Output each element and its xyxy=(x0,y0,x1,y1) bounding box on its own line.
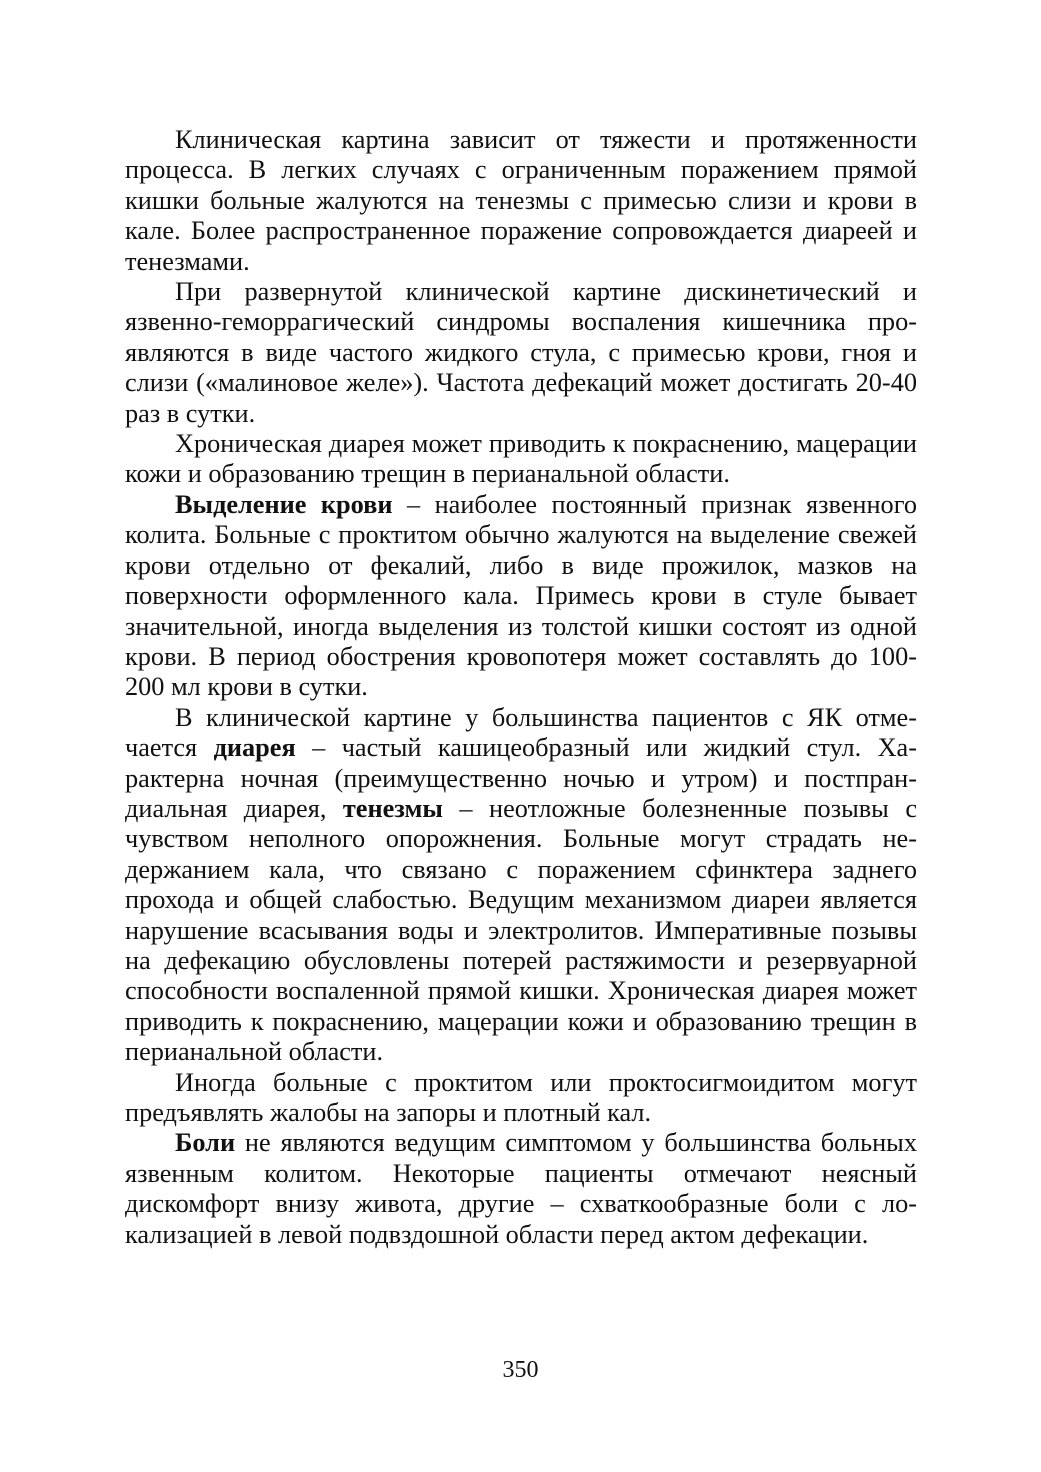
paragraph-pain xyxy=(125,1128,917,1250)
paragraph-constipation xyxy=(125,1068,917,1129)
paragraph-text: Иногда больные с проктитом или проктосигмоидитом могут предъявлять жалобы на запоры и плотный кал. xyxy=(125,1067,917,1127)
paragraph-blood-discharge xyxy=(125,490,917,703)
page-number: 350 xyxy=(502,1357,539,1383)
paragraph-text: – неотложные болезненные позывы с чувством неполного опорожнения. Больные могут страдать недержанием кала, что связано с поражением сфинктера заднего прохода и общей слабостью. Ведущим механизмом диареи является нарушение всасывания воды и электролитов. Императивные позывы на дефекацию обусловлены потерей растяжимости и резервуарной способности воспаленной прямой кишки. Хроническая диарея может приводить к покраснению, мацерации кожи и образованию трещин в перианальной области. xyxy=(125,793,917,1067)
paragraph-text: В клинической картине у большинства пациентов с ЯК отмечается xyxy=(125,702,917,763)
paragraph-text: Хроническая диарея может приводить к покраснению, мацерации кожи и образованию трещин в перианальной области. xyxy=(125,429,917,489)
paragraph-chronic-diarrhea xyxy=(125,429,917,490)
paragraph-text: При развернутой клинической картине дискинетический и язвенно-геморрагический синдромы воспаления кишечника проявляются в виде частого жидкого стула, с примесью крови, гноя и слизи («малиновое желе»). Частота дефекаций может достигать 20-40 раз в сутки. xyxy=(125,277,917,428)
term-pain: Боли xyxy=(175,1128,236,1158)
paragraph-text: – частый кашицеобразный или жидкий стул. Характерна ночная (преимущественно ночью и утром) и постпрандиальная диарея, xyxy=(125,733,917,823)
paragraph-clinical-picture xyxy=(125,125,917,277)
paragraph-text: – наиболее постоянный признак язвенного колита. Больные с проктитом обычно жалуются на выделение свежей крови отдельно от фекалий, либо в виде прожилок, мазков на поверхности оформленного кала. Примесь крови в стуле бывает значительной, иногда выделения из толстой кишки состоят из одной крови. В период обострения кровопотеря может составлять до 100-200 мл крови в сутки. xyxy=(125,489,917,702)
paragraph-text: не являются ведущим симптомом у большинства больных язвенным колитом. Некоторые пациенты отмечают неясный дискомфорт внизу живота, другие – схваткообразные боли с локализацией в левой подвздошной области перед актом дефекации. xyxy=(125,1128,917,1249)
paragraph-diarrhea-tenesmus xyxy=(125,703,917,1068)
paragraph-developed-picture xyxy=(125,277,917,429)
term-blood-discharge: Выделение крови xyxy=(175,489,393,519)
term-diarrhea: диарея xyxy=(213,733,296,763)
term-tenesmus: тенезмы xyxy=(342,793,443,823)
page-body xyxy=(125,125,917,1250)
paragraph-text: Клиническая картина зависит от тяжести и протяженности процесса. В легких случаях с ограниченным поражением прямой кишки больные жалуются на тенезмы с примесью слизи и крови в кале. Более распространенное поражение сопровождается диареей и тенезмами. xyxy=(125,125,917,276)
